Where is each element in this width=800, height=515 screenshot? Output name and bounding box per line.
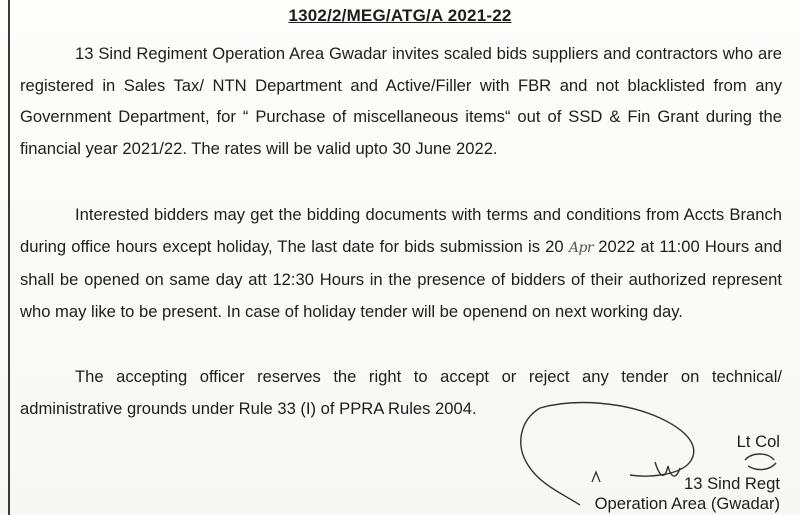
paragraph-bidding-text-a: Interested bidders may get the bidding documents with terms and conditions from Accts Branch during office hours except holiday, The last date for bids submission is 20 [20,205,782,256]
paragraph-invitation: 13 Sind Regiment Operation Area Gwadar invites scaled bids suppliers and contractors who are registered in Sales Tax/ NTN Department and Active/Filler with FBR and not blacklisted from any Government Department, for “ Purchase of miscellaneous items“ out of SSD & Fin Grant during the financial year 2021/22. The rates will be valid upto 30 June 2022. [20,44,782,158]
paragraph-bidding-text-b: 2022 at 11:00 Hours and shall be opened on same day att 12:30 Hours in the presence of bidders of their authorized represent who may like to be present. In case of holiday tender will be openend on next working day. [20,236,782,321]
page-border-line [8,0,10,515]
signatory-area: Operation Area (Gwadar) [594,494,780,513]
signatory-rank: Lt Col [736,432,780,451]
handwritten-month: Apr [568,239,594,256]
paragraph-bidding-documents [20,199,782,327]
reference-number: 1302/2/MEG/ATG/A 2021-22 [288,6,512,25]
signatory-unit: 13 Sind Regt [684,474,780,493]
paragraph-accepting-officer: The accepting officer reserves the right to accept or reject any tender on technical/ administrative grounds under Rule 33 (I) of PPRA Rules 2004. [20,367,782,418]
